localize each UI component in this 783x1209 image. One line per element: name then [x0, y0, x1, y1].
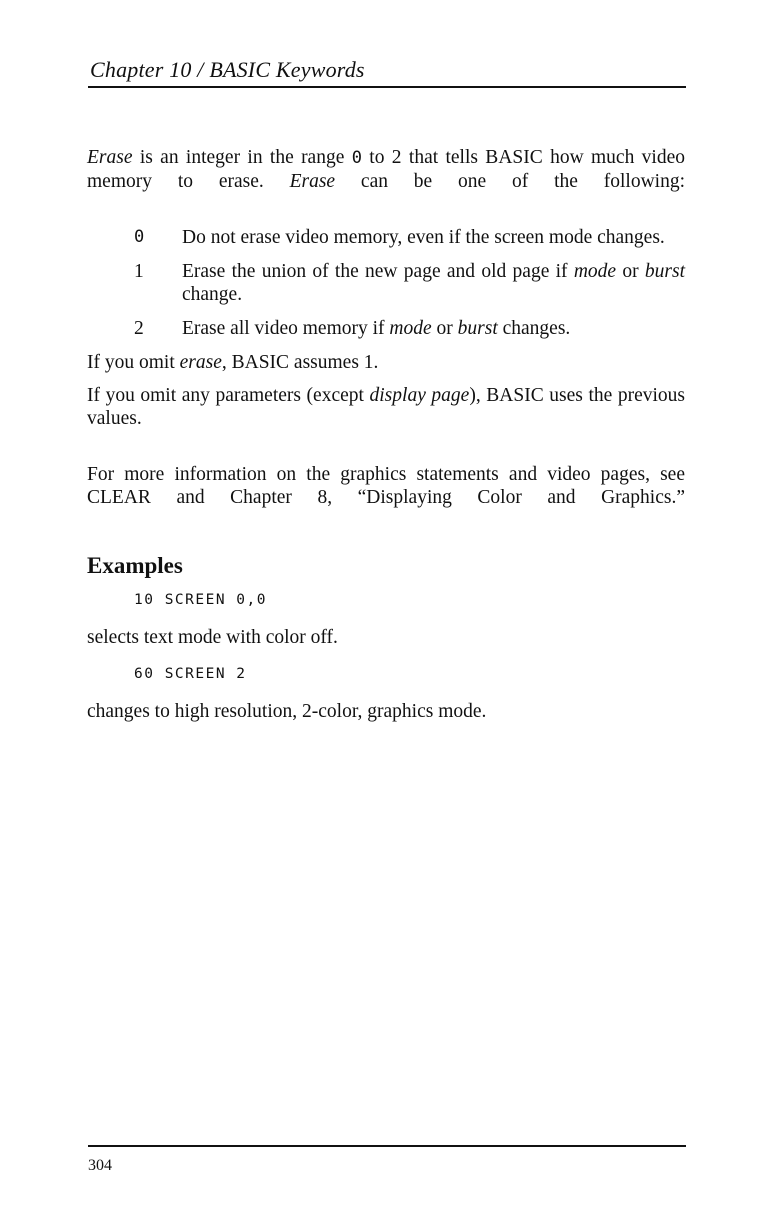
- body-text: [87, 146, 685, 737]
- list-item: [87, 226, 685, 249]
- omit-params-note: [87, 384, 685, 453]
- list-item-text: Do not erase video memory, even if the screen mode changes.: [182, 227, 665, 248]
- list-item: [87, 260, 685, 306]
- list-item-text-mid: or: [431, 318, 458, 339]
- omit-erase-pre: If you omit: [87, 352, 180, 373]
- erase-description: [87, 146, 685, 216]
- example-description-1: selects text mode with color off.: [87, 627, 338, 648]
- erase-options-list: [87, 226, 685, 340]
- example-code-1: 10 SCREEN 0,0: [134, 592, 267, 608]
- list-item-burst: burst: [644, 261, 685, 282]
- list-item: [87, 317, 685, 340]
- running-head: Chapter 10 / BASIC Keywords: [90, 57, 365, 82]
- intro-text-1: is an integer in the range: [132, 147, 352, 168]
- omit-erase-note: [87, 351, 685, 374]
- list-item-text-pre: Erase the union of the new page and old page if: [182, 261, 574, 282]
- examples-heading: Examples: [87, 553, 183, 578]
- list-item-text-post: changes.: [497, 318, 571, 339]
- erase-term: Erase: [87, 147, 133, 168]
- footer-rule: [88, 1145, 686, 1147]
- list-item-text: [182, 317, 685, 340]
- list-item-mode: mode: [573, 261, 617, 282]
- list-item-text-post: change.: [182, 284, 243, 305]
- omit-params-pre: If you omit any parameters (except: [87, 385, 370, 406]
- list-item-text: [182, 260, 685, 306]
- intro-zero: 0: [351, 148, 362, 168]
- omit-erase-post: , BASIC assumes 1.: [221, 352, 379, 373]
- erase-term-2: Erase: [289, 171, 336, 192]
- example-code-2: 60 SCREEN 2: [134, 666, 247, 682]
- display-page-term: display page: [369, 385, 470, 406]
- page-number: 304: [88, 1157, 112, 1174]
- intro-text-2: to 2 that tells BASIC how much video memory to erase.: [87, 147, 685, 192]
- omit-params-post: ), BASIC uses the previous values.: [87, 385, 685, 429]
- list-item-text-pre: Erase all video memory if: [182, 318, 390, 339]
- list-item-burst: burst: [457, 318, 498, 339]
- list-item-number: 0: [134, 227, 145, 247]
- list-item-number: 1: [134, 261, 144, 282]
- omit-erase-term: erase: [179, 352, 222, 373]
- header-rule: [88, 86, 686, 88]
- list-item-text-mid: or: [616, 261, 645, 282]
- list-item-number: 2: [134, 318, 144, 339]
- example-description-2: changes to high resolution, 2-color, graphics mode.: [87, 701, 487, 722]
- more-info-paragraph: For more information on the graphics statements and video pages, see CLEAR and Chapter 8, “Displaying Color and Graphics.”: [87, 464, 685, 508]
- list-item-mode: mode: [389, 318, 432, 339]
- intro-text-3: can be one of the following:: [335, 171, 686, 192]
